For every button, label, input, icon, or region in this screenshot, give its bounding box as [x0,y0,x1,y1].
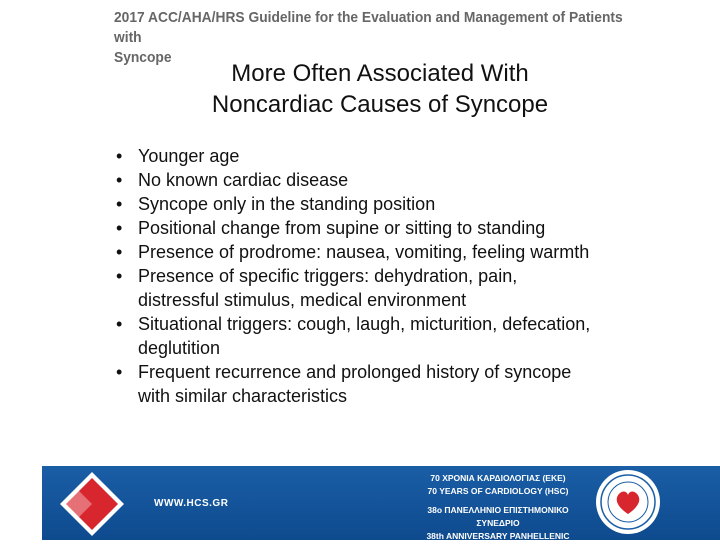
slide-title [150,58,610,120]
footer-line3: 38ο ΠΑΝΕΛΛΗΝΙΟ ΕΠΙΣΤΗΜΟΝΙΚΟ ΣΥΝΕΔΡΙΟ [427,505,569,528]
footer-line2: 70 YEARS OF CARDIOLOGY (HSC) [427,486,569,496]
bullet-item: • Younger age [110,144,600,168]
bullet-item: • Syncope only in the standing position [110,192,600,216]
bullet-list [110,144,600,408]
bullet-item: • Situational triggers: cough, laugh, micturition, defecation, deglutition [110,312,600,360]
header-title-line1: 2017 ACC/AHA/HRS Guideline for the Evaluation and Management of Patients with [114,9,623,46]
society-seal-icon [594,468,662,536]
slide-title-line2: Noncardiac Causes of Syncope [211,91,549,118]
bullet-item: • Presence of specific triggers: dehydration, pain, distressful stimulus, medical environment [110,264,600,312]
footer-line4: 38th ANNIVERSARY PANHELLENIC CONGRESS [426,531,570,554]
bullet-item: • Frequent recurrence and prolonged history of syncope with similar characteristics [110,360,600,408]
bullet-item: • Positional change from supine or sitting to standing [110,216,600,240]
bullet-item: • Presence of prodrome: nausea, vomiting, feeling warmth [110,240,600,264]
hcs-diamond-logo-icon [56,468,128,540]
footer-banner [42,466,720,554]
footer-url-link[interactable]: WWW.HCS.GR [154,498,229,509]
footer-congress-text [412,472,584,556]
footer-line1: 70 ΧΡΟΝΙΑ ΚΑΡΔΙΟΛΟΓΙΑΣ (ΕΚΕ) [430,473,566,483]
bullet-item: • No known cardiac disease [110,168,600,192]
header-title-line2: Syncope [114,49,172,66]
slide-title-line1: More Often Associated With [231,60,529,87]
